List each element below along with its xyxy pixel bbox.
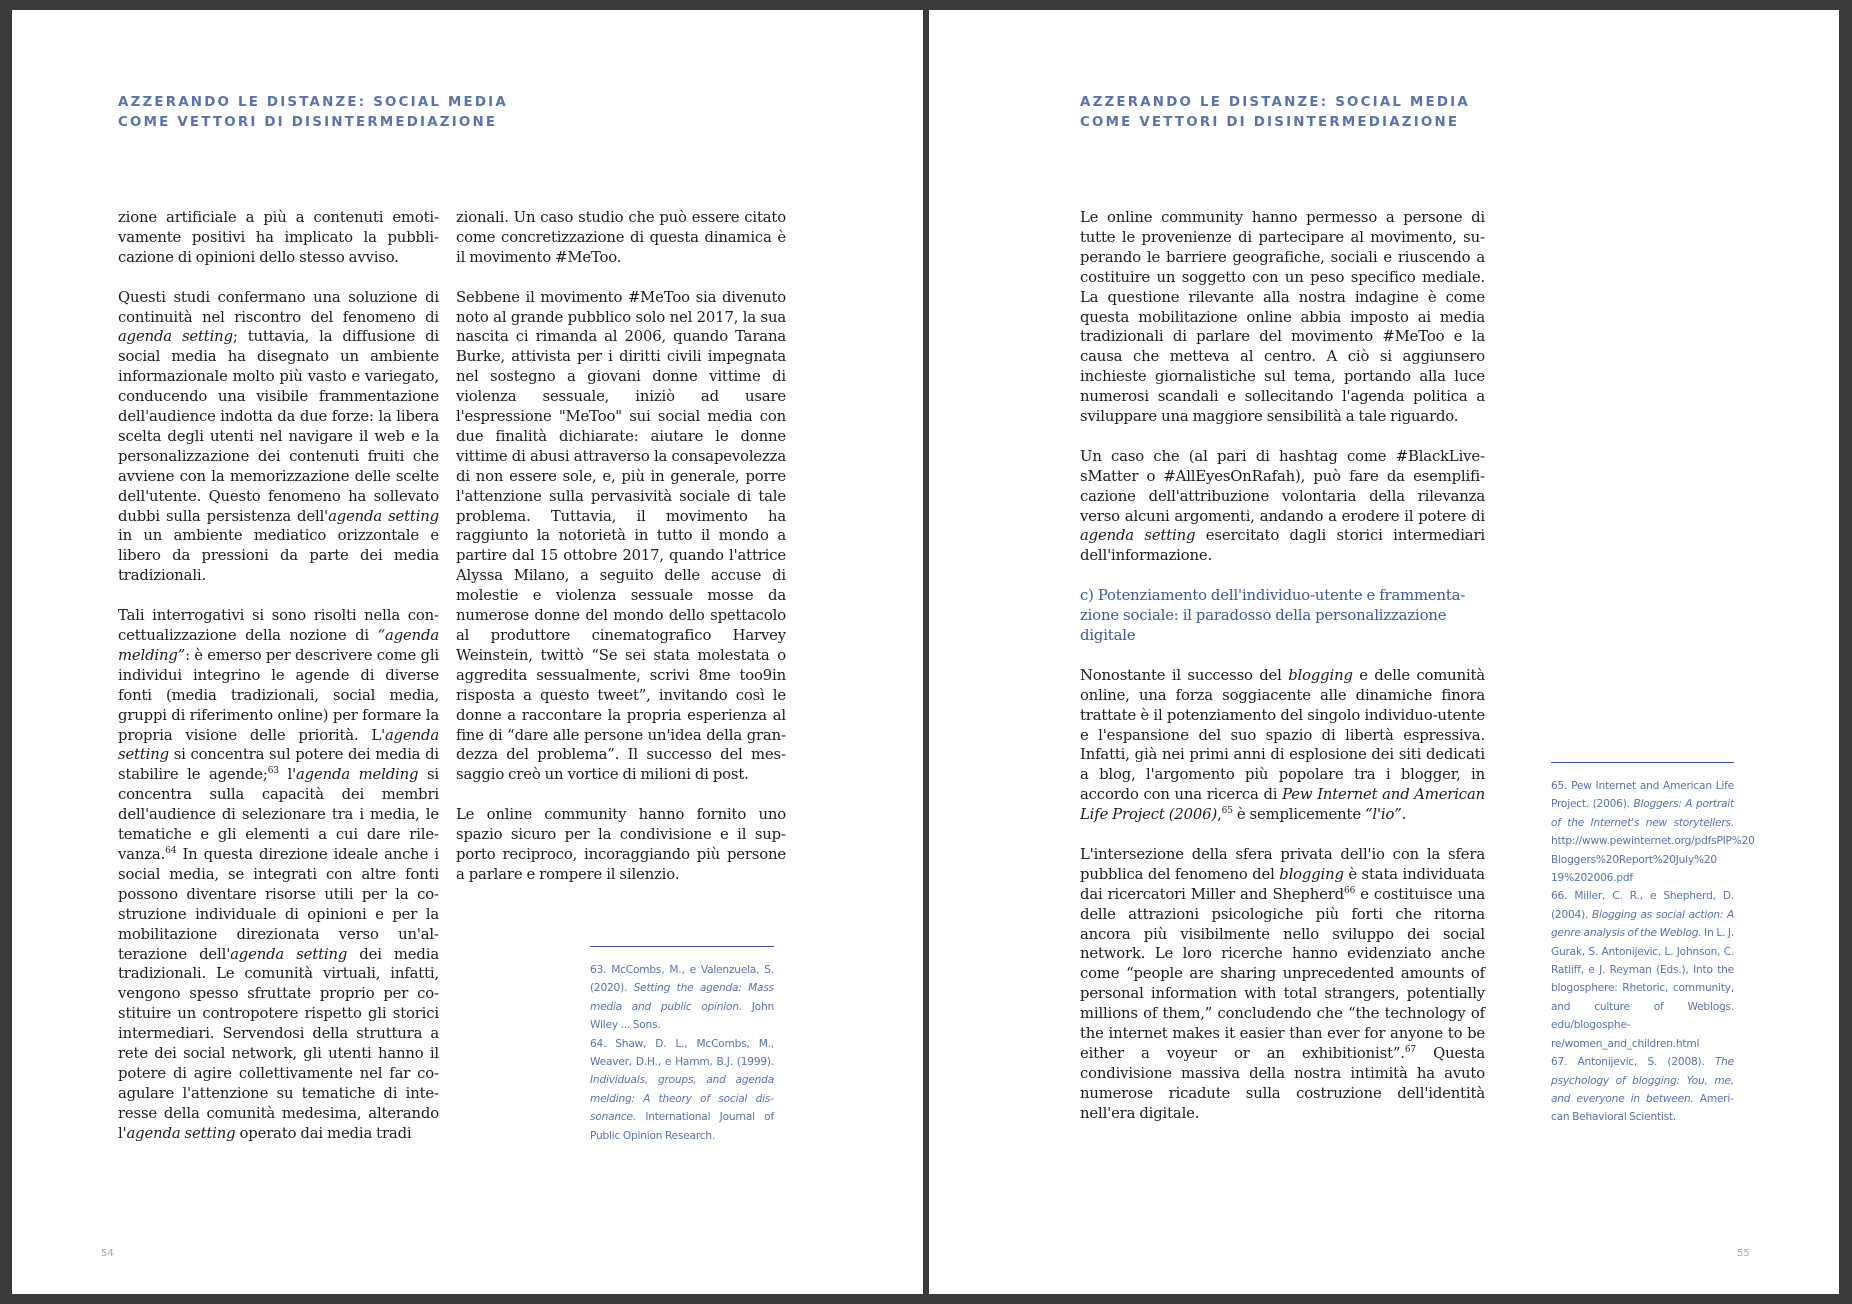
- text-span: si concentra sulla capacità dei membri dell'audience di selezionare tra i media, le tematiche e gli elementi a cui dare rilevanza.: [118, 766, 439, 863]
- running-head-line: AZZERANDO LE DISTANZE: SOCIAL MEDIA: [118, 95, 508, 110]
- text-span: 64. Shaw, D. L., McCombs, M., Weaver, D.H., e Hamm, B.J. (1999).: [590, 1037, 774, 1069]
- text-span: 67. Antonijevic, S. (2008).: [1551, 1056, 1715, 1069]
- text-span: esercitato dagli storici intermediari dell'informazione.: [1080, 527, 1485, 565]
- paragraph: [1080, 447, 1485, 566]
- italic-title: Setting the agenda: Mass media and public opinion.: [590, 982, 774, 1013]
- text-span: dei media tradizionali. Le comunità virtuali, infatti, vengono spesso sfruttate proprio per costituire un contropotere rispetto gli storici intermediari. Servendosi della struttura a rete dei social network, gli utenti hanno il potere di agire collettivamente nel far coagulare l'attenzione su tematiche di interesse della comunità medesima, alterando l': [118, 945, 439, 1142]
- italic-term: agenda setting: [118, 726, 439, 764]
- footnote-67: [1551, 1053, 1734, 1127]
- right-page: [929, 10, 1839, 1294]
- footnote-65: [1551, 777, 1755, 887]
- footnote-divider: [590, 946, 774, 947]
- text-span: Un caso che (al pari di hashtag come #BlackLivesMatter o #AllEyesOnRafah), può fare da esemplificazione dell'attribuzione volontaria della rilevanza verso alcuni argomenti, andando a erodere il potere di: [1080, 447, 1485, 525]
- text-span: ; tuttavia, la diffusione di social media ha disegnato un ambiente informazionale molto più vasto e variegato, conducendo una visibile frammentazione dell'audience indotta da due forze: la libera scelta degli utenti nel navigare il web e la personalizzazione dei contenuti fruiti che avviene con la memorizzazione delle scelte dell'utente. Questo fenomeno ha sollevato dubbi sulla persistenza dell': [118, 328, 439, 525]
- page-number: 55: [1737, 1248, 1750, 1259]
- text-span: e delle comunità online, una forza soggiacente alle dinamiche finora trattate è il potenziamento del singolo individuo-utente e l'espansione del suo spazio di libertà espressiva. Infatti, già nei primi anni di esplosione dei siti dedicati a blog, l'argomento più popolare tra i blogger, in accordo con una ricerca di: [1080, 666, 1485, 804]
- paragraph: zionali. Un caso studio che può essere citato come concretizzazione di questa dinamica è il movimento #MeToo.: [456, 209, 786, 266]
- paragraph: [118, 606, 439, 1143]
- text-span: .: [1401, 806, 1407, 824]
- italic-term: agenda setting: [126, 1124, 236, 1142]
- footnote-divider: [1551, 762, 1734, 763]
- text-span: L'intersezione della sfera privata dell'io con la sfera pubblica del fenomeno del: [1080, 845, 1485, 883]
- text-span: e costituisce una delle attrazioni psicologiche più forti che ritorna ancora più visibilmente nello sviluppo dei social network. Le loro ricerche hanno evidenziato anche come “people are sharing unprecedented amounts of personal information with total strangers, potentially millions of them,” concludendo che “the technology of the internet makes it easier than ever for anyone to be either a voyeur or an exhibitionist”.: [1080, 885, 1485, 1062]
- text-span: Tali interrogativi si sono risolti nella concettualizzazione della nozione di: [118, 607, 439, 644]
- footnote-ref: 67: [1404, 1045, 1417, 1056]
- footnote-ref: 64: [165, 846, 177, 857]
- paragraph: [1080, 845, 1485, 1124]
- footnote-ref: 65: [1221, 806, 1233, 817]
- left-page: [12, 10, 923, 1294]
- running-head: [1080, 93, 1470, 133]
- text-column-right: [456, 208, 786, 905]
- text-span: zione artificiale a più a contenuti emotivamente positivi ha implicato la pubblicazione di opinioni dello stesso avviso.: [118, 209, 439, 266]
- text-span: John Wiley ... Sons.: [590, 1000, 774, 1032]
- italic-term: “l'io”: [1365, 806, 1402, 824]
- section-subheading: c) Potenziamento dell'individuo-utente e frammentazione sociale: il paradosso della personalizzazione digitale: [1080, 587, 1466, 644]
- text-span: in un ambiente mediatico orizzontale e libero da pressioni da parte dei media tradizionali.: [118, 527, 439, 585]
- footnote-url: http://www.pewinternet.org/pdfsPIP%20 Bloggers%20Report%20July%20 19%202006.pdf: [1551, 835, 1755, 885]
- paragraph: [118, 208, 439, 268]
- text-span: Questi studi confermano una soluzione di continuità nel riscontro del fenomeno di: [118, 288, 439, 326]
- italic-term: agenda melding: [296, 766, 419, 784]
- footnote-63: [590, 961, 774, 1035]
- text-span: International Journal of Public Opinion Research.: [590, 1111, 774, 1142]
- running-head-line: COME VETTORI DI DISINTERMEDIAZIONE: [118, 115, 498, 130]
- footnotes: [590, 946, 774, 1145]
- running-head-line: AZZERANDO LE DISTANZE: SOCIAL MEDIA: [1080, 95, 1470, 110]
- paragraph: Le online community hanno fornito uno spazio sicuro per la condivisione e il supporto reciproco, incoraggiando più persone a parlare e rompere il silenzio.: [456, 806, 786, 883]
- italic-term: blogging: [1279, 865, 1344, 883]
- italic-title: Bloggers: A portrait of the Internet's new storytellers.: [1551, 798, 1735, 829]
- footnote-64: [590, 1035, 774, 1145]
- text-span: In L. J. Gurak, S. Antonijevic, L. Johnson, C. Ratliff, e J. Reyman (Eds.), Into the blogosphere: Rhetoric, community, and culture of Weblogs. edu/blogosphere/women_and_children.html: [1551, 927, 1734, 1050]
- text-span: Nonostante il successo del: [1080, 666, 1289, 684]
- text-span: operato dai media tradi: [235, 1124, 412, 1142]
- text-span: l': [278, 766, 297, 784]
- footnote-66: [1551, 887, 1734, 1053]
- text-span: 65. Pew Internet and American Life Project. (2006).: [1551, 780, 1734, 811]
- text-span: 63. McCombs, M., e Valenzuela, S. (2020).: [590, 964, 774, 995]
- text-span: 66. Miller, C. R., e Shepherd, D. (2004).: [1551, 890, 1734, 921]
- italic-term: Pew Internet and American Life Project (2006): [1080, 786, 1486, 824]
- text-span: In questa direzione ideale anche i social media, se integrati con altre fonti possono diventare risorse utili per la costruzione individuale di opinioni e per la mobilitazione direzionata verso un'alterazione dell': [118, 845, 439, 963]
- text-span: è stata individuata dai ricercatori Miller and Shepherd: [1080, 865, 1485, 903]
- italic-term: blogging: [1288, 666, 1353, 684]
- text-span: ,: [1217, 806, 1222, 824]
- footnotes: [1551, 762, 1755, 1127]
- footnote-ref: 66: [1344, 885, 1356, 896]
- paragraph: [1080, 666, 1485, 825]
- footnote-ref: 63: [267, 766, 279, 777]
- text-column: [1080, 208, 1485, 1144]
- italic-term: agenda setting: [230, 945, 348, 963]
- italic-term: agenda setting: [118, 328, 233, 346]
- page-number: 54: [101, 1248, 114, 1259]
- paragraph: Sebbene il movimento #MeToo sia divenuto noto al grande pubblico solo nel 2017, la sua nascita ci rimanda al 2006, quando Tarana Burke, attivista per i diritti civili impegnata nel sostegno a giovani donne vittime di violenza sessuale, iniziò ad usare l'espressione "MeToo" sui social media con due finalità dichiarate: aiutare le donne vittime di abusi attraverso la consapevolezza di non essere sole, e, più in generale, porre l'attenzione sulla pervasività sociale di tale problema. Tuttavia, il movimento ha raggiunto la notorietà in tutto il mondo a partire dal 15 ottobre 2017, quando l'attrice Alyssa Milano, a seguito delle accuse di molestie e violenza sessuale mosse da numerose donne del mondo dello spettacolo al produttore cinematografico Harvey Weinstein, twittò “Se sei stata molestata o aggredita sessualmente, scrivi 8me too9in risposta a questo tweet”, invitando così le donne a raccontare la propria esperienza al fine di “dare alle persone un'idea della grandezza del problema”. Il successo del messaggio creò un vortice di milioni di post.: [456, 288, 786, 784]
- text-span: si concentra sul potere dei media di stabilire le agende;: [118, 746, 439, 784]
- running-head: [118, 93, 508, 133]
- italic-title: Individuals, groups, and agenda melding: A theory of social dissonance.: [590, 1074, 774, 1124]
- text-column-left: [118, 208, 439, 1163]
- italic-title: Blogging as social action: A genre analysis of the Weblog.: [1551, 908, 1734, 940]
- paragraph: Le online community hanno permesso a persone di tutte le provenienze di partecipare al movimento, superando le barriere geografiche, sociali e riuscendo a costituire un soggetto con un peso specifico mediale. La questione rilevante alla nostra indagine è come questa mobilitazione online abbia imposto ai media tradizionali di parlare del movimento #MeToo e la causa che metteva al centro. A ciò si aggiunsero inchieste giornalistiche sul tema, portando alla luce numerosi scandali e sollecitando l'agenda politica a sviluppare una maggiore sensibilità a tale riguardo.: [1080, 209, 1485, 426]
- paragraph: [118, 288, 439, 587]
- italic-term: agenda setting: [1080, 527, 1196, 545]
- text-span: Questa condivisione massiva della nostra intimità ha avuto numerose ricadute sulla costruzione dell'identità nell'era digitale.: [1080, 1045, 1485, 1122]
- running-head-line: COME VETTORI DI DISINTERMEDIAZIONE: [1080, 115, 1460, 130]
- italic-term: agenda setting: [328, 507, 439, 525]
- text-span: American Behavioral Scientist.: [1551, 1092, 1734, 1124]
- italic-title: The psychology of blogging: You, me, and everyone in between.: [1551, 1056, 1734, 1105]
- text-span: è semplicemente: [1232, 806, 1365, 824]
- text-span: : è emerso per descrivere come gli individui integrino le agende di diverse fonti (media tradizionali, social media, gruppi di riferimento online) per formare la propria visione delle priorità. L': [118, 646, 439, 744]
- italic-term: “agenda melding”: [118, 627, 439, 664]
